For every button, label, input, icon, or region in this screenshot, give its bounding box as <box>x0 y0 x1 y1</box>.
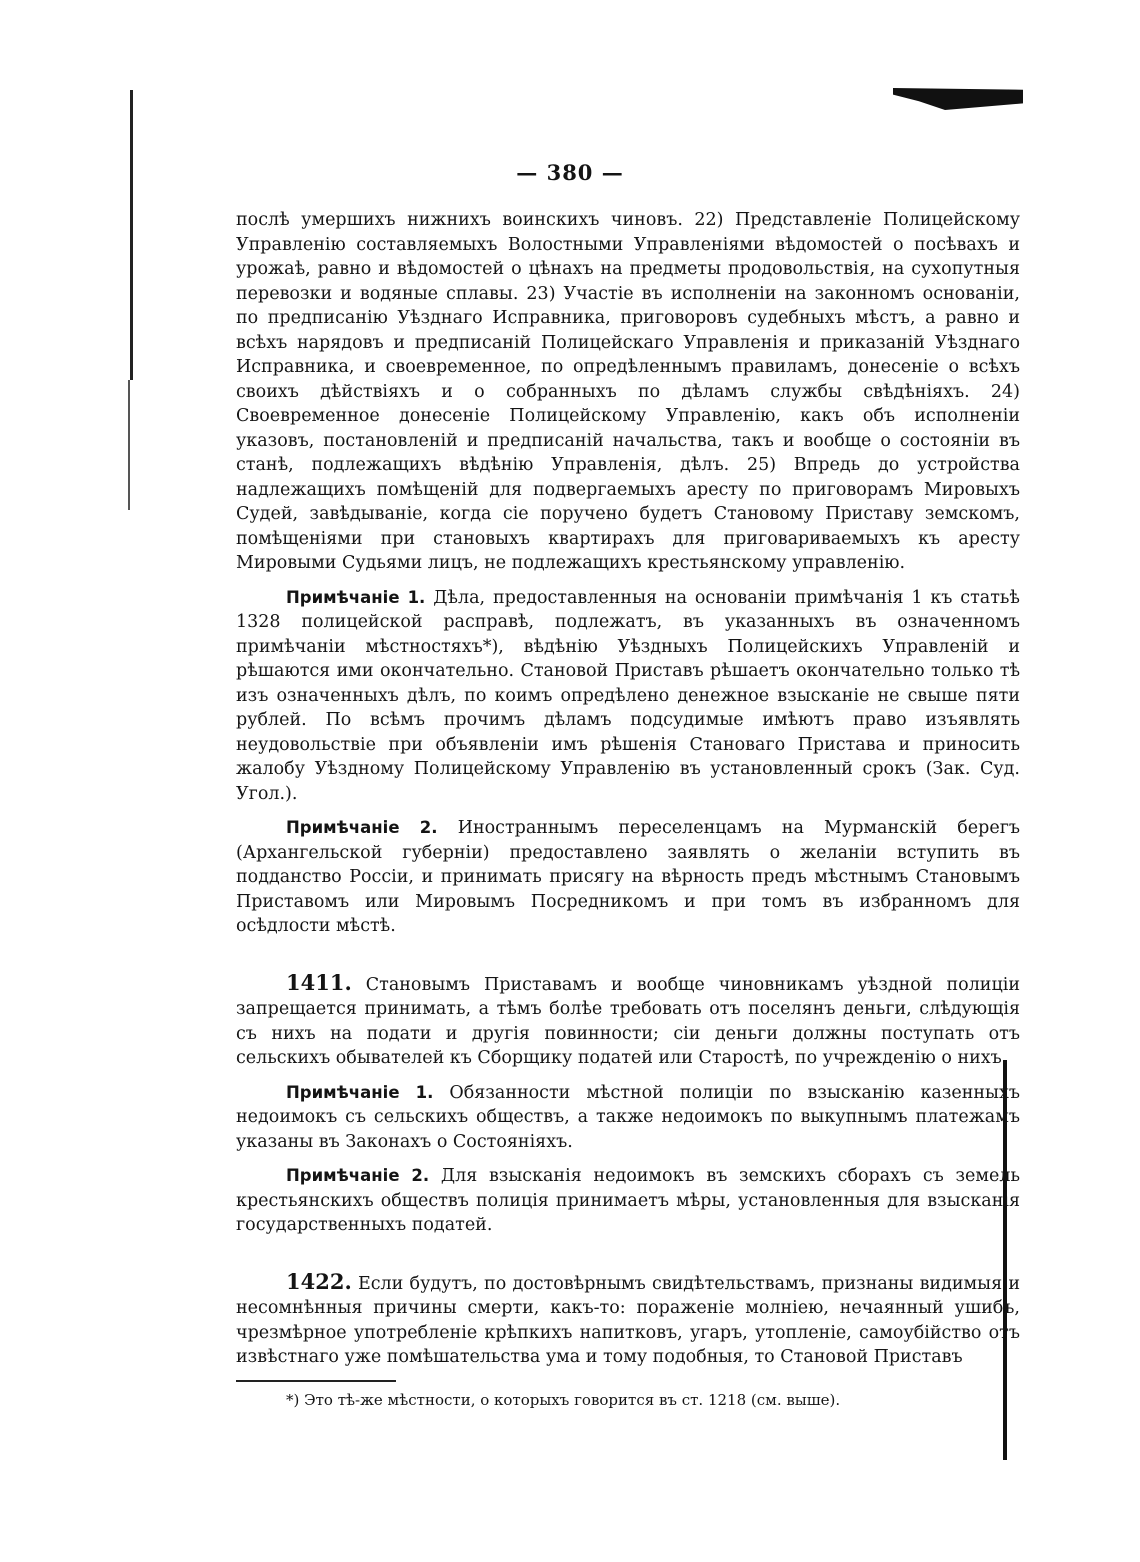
note-text: Иностраннымъ переселенцамъ на Мурманскій берегъ (Архангельской губерніи) предоставлено заявлять о желаніи вступить въ подданство Россіи, и принимать присягу на вѣрность предъ мѣстнымъ Становымъ Приставомъ или Мировымъ Посредникомъ и при томъ въ избранномъ для осѣдлости мѣстѣ. <box>236 818 1020 936</box>
footnote-divider <box>236 1380 396 1382</box>
note-label: Примѣчаніе 2. <box>286 1166 430 1185</box>
scan-edge-artifact <box>130 90 133 380</box>
page-number: — 380 — <box>516 160 624 185</box>
article-number: 1411. <box>286 969 352 995</box>
note-label: Примѣчаніе 2. <box>286 818 438 837</box>
note-label: Примѣчаніе 1. <box>286 587 426 607</box>
note-paragraph <box>236 816 1020 939</box>
note-text: Для взысканія недоимокъ въ земскихъ сборахъ съ земель крестьянскихъ обществъ полиція принимаетъ мѣры, установленныя для взысканія государственныхъ податей. <box>236 1166 1020 1235</box>
note-paragraph <box>236 586 1020 807</box>
opening-paragraph: послѣ умершихъ нижнихъ воинскихъ чиновъ. 22) Представленіе Полицейскому Управленію составляемыхъ Волостными Управленіями вѣдомостей о посѣвахъ и урожаѣ, равно и вѣдомостей о цѣнахъ на предметы продовольствія, на сухопутныя перевозки и водяные сплавы. 23) Участіе въ исполненіи на законномъ основаніи, по предписанію Уѣзднаго Исправника, приговоровъ судебныхъ мѣстъ, а равно и всѣхъ нарядовъ и предписаній Полицейскаго Управленія и приказаній Уѣзднаго Исправника, и своевременное, по опредѣленнымъ правиламъ, донесеніе о всѣхъ своихъ дѣйствіяхъ и о собранныхъ по дѣламъ службы свѣдѣніяхъ. 24) Своевременное донесеніе Полицейскому Управленію, какъ объ исполненіи указовъ, постановленій и предписаній начальства, такъ и вообще о состояніи въ станѣ, подлежащихъ вѣдѣнію Управленія, дѣлъ. 25) Впредь до устройства надлежащихъ помѣщеній для подвергаемыхъ аресту по приговорамъ Мировыхъ Судей, завѣдываніе, когда сіе поручено будетъ Становому Приставу земскомъ, помѣщеніями при становыхъ квартирахъ для приговариваемыхъ къ аресту Мировыми Судьями лицъ, не подлежащихъ крестьянскому управленію. <box>236 210 1020 573</box>
article-number: 1422. <box>286 1268 352 1294</box>
article-1422 <box>236 1270 1020 1370</box>
note-paragraph <box>236 1081 1020 1155</box>
article-text: Если будутъ, по достовѣрнымъ свидѣтельствамъ, признаны видимыя и несомнѣнныя причины смерти, какъ-то: пораженіе молніею, нечаянный ушибъ, чрезмѣрное употребленіе крѣпкихъ напитковъ, угаръ, утопленіе, самоубійство отъ извѣстнаго уже помѣшательства ума и тому подобныя, то Становой Приставъ <box>236 1273 1020 1367</box>
scan-edge-artifact <box>128 380 130 510</box>
note-text: Дѣла, предоставленныя на основаніи примѣчанія 1 къ статьѣ 1328 полицейской расправѣ, подлежатъ, въ указанныхъ въ означенномъ примѣчаніи мѣстностяхъ*), вѣдѣнію Уѣздныхъ Полицейскихъ Управленій и рѣшаются ими окончательно. Становой Приставъ рѣшаетъ окончательно только тѣ изъ означенныхъ дѣлъ, по коимъ опредѣлено денежное взысканіе не свыше пяти рублей. По всѣмъ прочимъ дѣламъ подсудимые имѣютъ право изъявлять неудовольствіе при объявленіи имъ рѣшенія Становаго Пристава и приносить жалобу Уѣздному Полицейскому Управленію въ установленный срокъ (Зак. Суд. Угол.). <box>236 587 1020 804</box>
scan-ink-blot <box>893 88 1023 110</box>
article-1411 <box>236 971 1020 1071</box>
note-label: Примѣчаніе 1. <box>286 1082 434 1102</box>
footnote: *) Это тѣ-же мѣстности, о которыхъ говорится въ ст. 1218 (см. выше). <box>286 1390 841 1409</box>
note-paragraph <box>236 1164 1020 1238</box>
article-text: Становымъ Приставамъ и вообще чиновникамъ уѣздной полиціи запрещается принимать, а тѣмъ болѣе требовать отъ поселянъ деньги, слѣдующія съ нихъ на подати и другія повинности; сіи деньги должны поступать отъ сельскихъ обывателей къ Сборщику податей или Старостѣ, по учрежденію о нихъ. <box>236 974 1020 1068</box>
page-content <box>236 208 1020 1410</box>
note-text: Обязанности мѣстной полиціи по взысканію казенныхъ недоимокъ съ сельскихъ обществъ, а также недоимокъ по выкупнымъ платежамъ указаны въ Законахъ о Состояніяхъ. <box>236 1082 1020 1152</box>
